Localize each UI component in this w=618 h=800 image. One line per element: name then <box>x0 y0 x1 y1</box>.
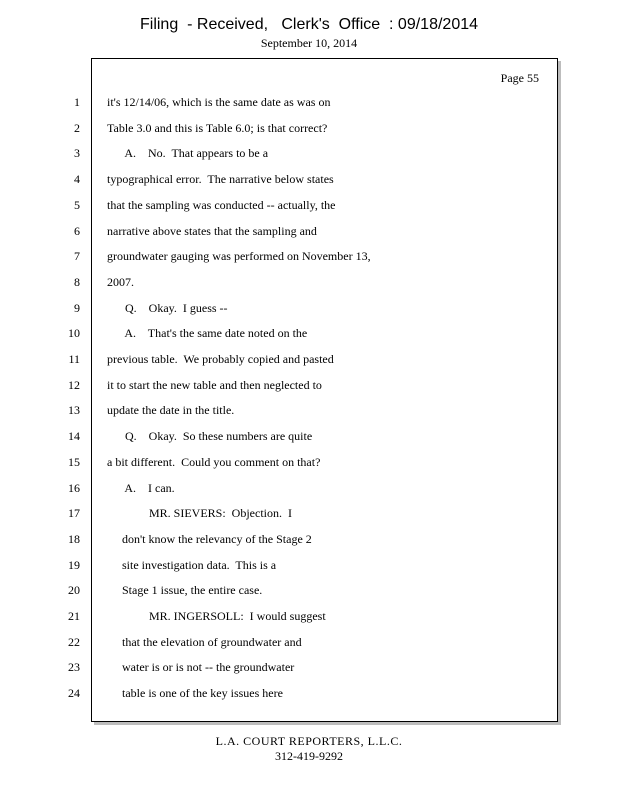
line-number: 3 <box>74 146 80 160</box>
line-number: 13 <box>68 403 80 417</box>
line-text: don't know the relevancy of the Stage 2 <box>107 532 312 546</box>
line-text: table is one of the key issues here <box>107 686 283 700</box>
line-text: previous table. We probably copied and pasted <box>107 352 334 366</box>
line-number: 16 <box>68 481 80 495</box>
line-text: groundwater gauging was performed on November 13, <box>107 249 371 263</box>
line-number: 20 <box>68 583 80 597</box>
line-number: 10 <box>68 326 80 340</box>
line-text: water is or is not -- the groundwater <box>107 660 295 674</box>
line-number: 7 <box>74 249 80 263</box>
line-number: 15 <box>68 455 80 469</box>
line-text: that the sampling was conducted -- actually, the <box>107 198 336 212</box>
line-text: typographical error. The narrative below states <box>107 172 334 186</box>
line-number: 1 <box>74 95 80 109</box>
line-number: 17 <box>68 506 80 520</box>
line-number: 14 <box>68 429 80 443</box>
line-number: 9 <box>74 301 80 315</box>
line-text: A. No. That appears to be a <box>107 146 269 160</box>
page-number: Page 55 <box>500 71 539 85</box>
filing-stamp: Filing - Received, Clerk's Office : 09/18/2014 <box>139 16 479 33</box>
line-number: 18 <box>68 532 80 546</box>
footer-phone: 312-419-9292 <box>275 749 343 763</box>
line-text: site investigation data. This is a <box>107 558 277 572</box>
line-number: 19 <box>68 558 80 572</box>
header-date: September 10, 2014 <box>260 36 358 50</box>
line-text: it to start the new table and then neglected to <box>107 378 322 392</box>
line-number: 23 <box>68 660 80 674</box>
line-text: Table 3.0 and this is Table 6.0; is that correct? <box>107 121 328 135</box>
line-text: Stage 1 issue, the entire case. <box>107 583 263 597</box>
line-number: 12 <box>68 378 80 392</box>
line-text: Q. Okay. So these numbers are quite <box>107 429 313 443</box>
line-text: MR. SIEVERS: Objection. I <box>107 506 292 520</box>
line-number: 24 <box>68 686 80 700</box>
line-number: 22 <box>68 635 80 649</box>
line-text: 2007. <box>107 275 134 289</box>
line-number: 8 <box>74 275 80 289</box>
line-text: update the date in the title. <box>107 403 235 417</box>
line-text: a bit different. Could you comment on that? <box>107 455 321 469</box>
line-number: 4 <box>74 172 80 186</box>
line-text: narrative above states that the sampling and <box>107 224 317 238</box>
line-text: that the elevation of groundwater and <box>107 635 302 649</box>
line-text: A. That's the same date noted on the <box>107 326 308 340</box>
line-text: A. I can. <box>107 481 175 495</box>
line-number: 6 <box>74 224 80 238</box>
line-number: 2 <box>74 121 80 135</box>
line-number: 5 <box>74 198 80 212</box>
line-text: it's 12/14/06, which is the same date as was on <box>107 95 331 109</box>
line-number: 21 <box>68 609 80 623</box>
line-number: 11 <box>68 352 80 366</box>
line-text: Q. Okay. I guess -- <box>107 301 228 315</box>
line-text: MR. INGERSOLL: I would suggest <box>107 609 326 623</box>
footer-company: L.A. COURT REPORTERS, L.L.C. <box>215 734 403 748</box>
